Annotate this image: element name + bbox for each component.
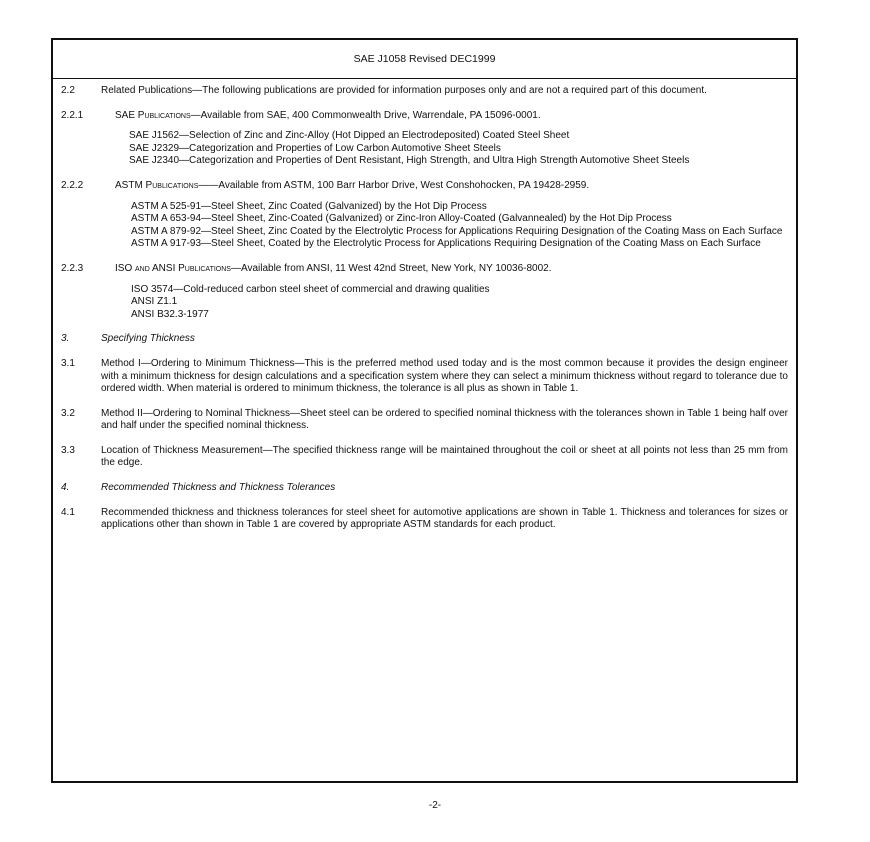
- astm-reference-list: [131, 201, 788, 251]
- section-number: 3.: [61, 333, 70, 345]
- section-number: 2.2.1: [61, 109, 84, 121]
- sae-reference-list: [129, 130, 788, 168]
- section-3: [61, 333, 788, 346]
- section-heading: SAE Publications: [115, 109, 191, 121]
- iso-ansi-reference-list: [131, 284, 788, 322]
- section-text: ——Available from ASTM, 100 Barr Harbor Drive, West Conshohocken, PA 19428-2959.: [198, 179, 590, 191]
- section-text: —Available from SAE, 400 Commonwealth Drive, Warrendale, PA 15096-0001.: [190, 109, 541, 121]
- reference-item: ANSI Z1.1: [131, 296, 178, 308]
- reference-item: SAE J2329—Categorization and Properties of Low Carbon Automotive Sheet Steels: [129, 142, 501, 154]
- page-number: -2-: [428, 800, 442, 811]
- section-heading: Recommended Thickness and Thickness Tolerances: [101, 482, 336, 494]
- reference-item: ASTM A 879-92—Steel Sheet, Zinc Coated by the Electrolytic Process for Applications Requiring Designation of the Coating Mass on Each Surface: [131, 225, 783, 237]
- section-3-1: [61, 358, 788, 396]
- document-body: [53, 79, 796, 532]
- section-number: 4.1: [61, 506, 75, 518]
- reference-item: ASTM A 653-94—Steel Sheet, Zinc-Coated (Galvanized) or Zinc-Iron Alloy-Coated (Galvannealed) by the Hot Dip Process: [131, 213, 672, 225]
- document-header: [53, 40, 796, 79]
- section-2-2-1: [61, 110, 788, 123]
- section-number: 2.2.2: [61, 179, 84, 191]
- section-text: Method I—Ordering to Minimum Thickness—This is the preferred method used today and is the most common because it provides the design engineer with a minimum thickness for design calculations and a specification system where they can select a minimum thickness without regard to tolerance due to ordered width. When material is ordered to minimum thickness, the tolerance is all plus as shown in Table 1.: [101, 357, 788, 395]
- section-heading: ASTM Publications: [115, 179, 199, 191]
- section-4: [61, 482, 788, 495]
- section-text: Related Publications—The following publications are provided for information purposes only and are not a required part of this document.: [101, 85, 707, 96]
- reference-item: ISO 3574—Cold-reduced carbon steel sheet of commercial and drawing qualities: [131, 283, 490, 295]
- section-number: 3.1: [61, 357, 75, 369]
- section-text: Method II—Ordering to Nominal Thickness—Sheet steel can be ordered to specified nominal thickness with the tolerances shown in Table 1 being half over and half under the specified nominal thickness.: [101, 407, 788, 432]
- section-text: Recommended thickness and thickness tolerances for steel sheet for automotive applications are shown in Table 1. Thickness and tolerances for sizes or applications other than shown in Table 1 are covered by appropriate ASTM standards for each product.: [101, 506, 788, 531]
- reference-item: ANSI B32.3-1977: [131, 308, 209, 320]
- section-number: 2.2.3: [61, 262, 84, 274]
- section-4-1: [61, 507, 788, 532]
- section-text: Location of Thickness Measurement—The specified thickness range will be maintained throughout the coil or sheet at all points not less than 25 mm from the edge.: [101, 444, 788, 469]
- section-3-3: [61, 445, 788, 470]
- section-number: 2.2: [61, 85, 75, 96]
- section-text: —Available from ANSI, 11 West 42nd Street, New York, NY 10036-8002.: [230, 262, 552, 274]
- section-number: 3.2: [61, 407, 75, 419]
- section-number: 3.3: [61, 444, 75, 456]
- section-2-2-3: [61, 263, 788, 276]
- page-frame: [51, 38, 798, 783]
- section-heading: ISO and ANSI Publications: [115, 262, 231, 274]
- reference-item: SAE J2340—Categorization and Properties of Dent Resistant, High Strength, and Ultra High Strength Automotive Sheet Steels: [129, 155, 690, 167]
- section-2-2: [61, 85, 788, 98]
- section-heading: Specifying Thickness: [101, 333, 195, 345]
- reference-item: ASTM A 525-91—Steel Sheet, Zinc Coated (Galvanized) by the Hot Dip Process: [131, 200, 487, 212]
- reference-item: SAE J1562—Selection of Zinc and Zinc-Alloy (Hot Dipped an Electrodeposited) Coated Steel Sheet: [129, 130, 570, 142]
- reference-item: ASTM A 917-93—Steel Sheet, Coated by the Electrolytic Process for Applications Requiring Designation of the Coating Mass on Each Surface: [131, 238, 761, 250]
- section-3-2: [61, 408, 788, 433]
- section-number: 4.: [61, 482, 70, 494]
- section-2-2-2: [61, 180, 788, 193]
- document-title: SAE J1058 Revised DEC1999: [353, 53, 496, 65]
